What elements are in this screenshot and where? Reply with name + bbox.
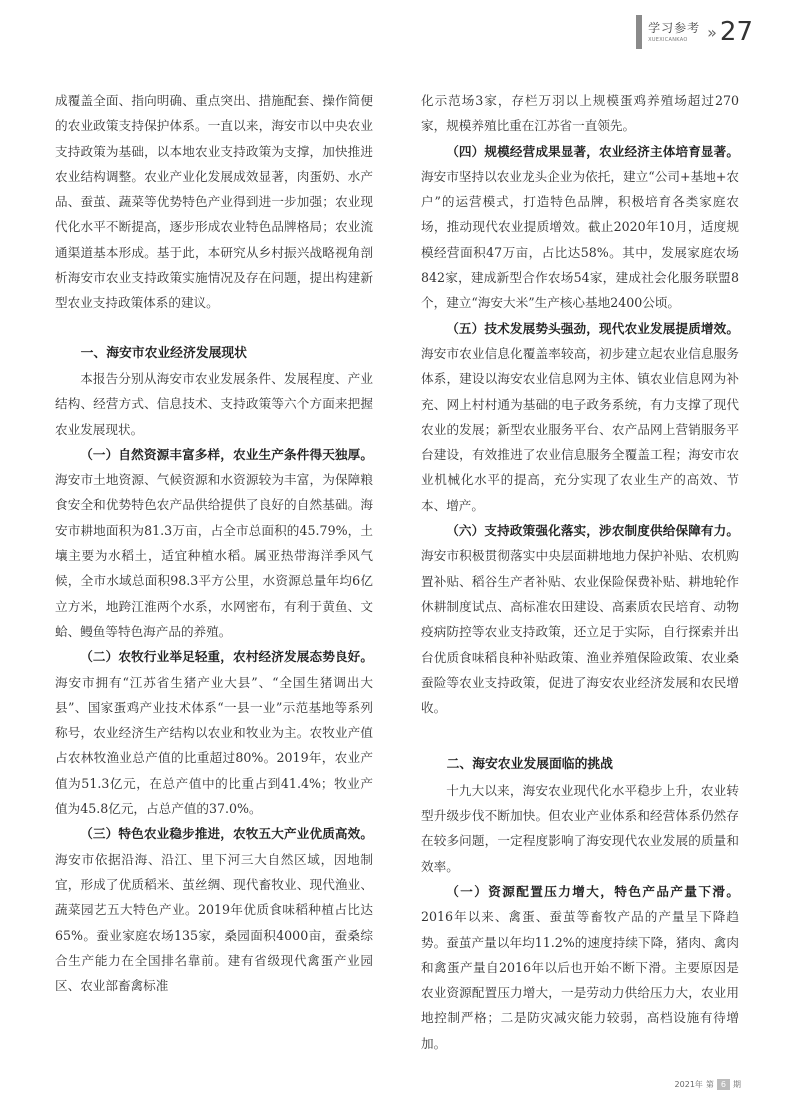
item-body: 2016年以来、禽蛋、蚕茧等畜牧产品的产量呈下降趋势。蚕茧产量以年均11.2%的速度持续下降，猪肉、禽肉和禽蛋产量自2016年以后也开始不断下滑。主要原因是农业资源配置压力增大，一是劳动力供给压力大，农业用地控制严格；二是防灾减灾能力较弱，高档设施有待增加。 <box>421 909 739 1051</box>
item-paragraph <box>55 442 373 644</box>
issue-number: 6 <box>717 1079 730 1090</box>
page-header <box>636 14 753 50</box>
item-lead: （三）特色农业稳步推进，农牧五大产业优质高效。 <box>80 826 373 842</box>
footer-year: 2021年 <box>674 1080 703 1089</box>
chevron-right-icon: » <box>707 22 717 42</box>
item-paragraph <box>421 879 739 1056</box>
section-subtitle: XUEXICANKAO <box>648 36 688 43</box>
footer-di: 第 <box>705 1080 714 1089</box>
item-lead: （四）规模经营成果显著，农业经济主体培育显著。 <box>446 143 739 159</box>
right-column <box>421 88 739 1056</box>
section-intro: 本报告分别从海安市农业发展条件、发展程度、产业结构、经营方式、信息技术、支持政策等六个方面来把握农业发展现状。 <box>55 370 373 437</box>
continued-paragraph: 化示范场3家，存栏万羽以上规模蛋鸡养殖场超过270家，规模养殖比重在江苏省一直领先。 <box>421 93 739 134</box>
item-body: 海安市农业信息化覆盖率较高，初步建立起农业信息服务体系，建设以海安农业信息网为主体、镇农业信息网为补充、网上村村通为基础的电子政务系统，有力支撑了现代农业的发展；新型农业服务平台、农产品网上营销服务平台建设，有效推进了农业信息服务全覆盖工程；海安市农业机械化水平的提高，充分实现了农业生产的高效、节本、增产。 <box>421 345 739 513</box>
footer-qi: 期 <box>733 1080 741 1089</box>
item-body: 海安市积极贯彻落实中央层面耕地地力保护补贴、农机购置补贴、稻谷生产者补贴、农业保险保费补贴、耕地轮作休耕制度试点、高标准农田建设、高素质农民培育、动物疫病防控等农业支持政策，还立足于实际，自行探索并出台优质食味稻良种补贴政策、渔业养殖保险政策、农业桑蚕险等农业支持政策，促进了海安农业经济发展和农民增收。 <box>421 548 739 716</box>
item-paragraph <box>55 644 373 821</box>
section-intro: 十九大以来，海安农业现代化水平稳步上升，农业转型升级步伐不断加快。但农业产业体系和经营体系仍然存在较多问题，一定程度影响了海安现代农业发展的质量和效率。 <box>421 782 739 874</box>
item-paragraph <box>421 139 739 316</box>
item-body: 海安市依据沿海、沿江、里下河三大自然区域，因地制宜，形成了优质稻米、茧丝绸、现代畜牧业、现代渔业、蔬菜园艺五大特色产业。2019年优质食味稻种植占比达65%。蚕业家庭农场135家，桑园面积4000亩，蚕桑综合生产能力在全国排名靠前。建有省级现代禽蛋产业园区、农业部畜禽标准 <box>55 851 373 994</box>
item-paragraph <box>421 518 739 720</box>
section-title: 学习参考 <box>648 20 701 35</box>
item-paragraph <box>55 821 373 998</box>
header-bar <box>636 15 642 49</box>
item-lead: （一）自然资源丰富多样，农业生产条件得天独厚。 <box>80 446 373 462</box>
item-lead: （五）技术发展势头强劲，现代农业发展提质增效。 <box>446 320 739 336</box>
item-paragraph <box>421 316 739 518</box>
section-heading: 二、海安农业发展面临的挑战 <box>446 757 613 773</box>
page-footer <box>675 1079 741 1090</box>
section-heading: 一、海安市农业经济发展现状 <box>80 345 247 361</box>
intro-paragraph: 成覆盖全面、指向明确、重点突出、措施配套、操作简便的农业政策支持保护体系。一直以来，海安市以中央农业支持政策为基础，以本地农业支持政策为支撑，加快推进农业结构调整。农业产业化发展成效显著，肉蛋奶、水产品、蚕茧、蔬菜等优势特色产业得到进一步加强；农业现代化水平不断提高，逐步形成农业特色品牌格局；农业流通渠道基本形成。基于此，本研究从乡村振兴战略视角剖析海安市农业支持政策实施情况及存在问题，提出构建新型农业支持政策体系的建议。 <box>55 93 373 311</box>
item-lead: （一）资源配置压力增大，特色产品产量下滑。 <box>446 883 739 899</box>
item-lead: （二）农牧行业举足轻重，农村经济发展态势良好。 <box>80 649 373 665</box>
item-body: 海安市土地资源、气候资源和水资源较为丰富，为保障粮食安全和优势特色农产品供给提供了良好的自然基础。海安市耕地面积为81.3万亩，占全市总面积的45.79%，土壤主要为水稻土，适宜种植水稻。属亚热带海洋季风气候，全市水域总面积98.3平方公里，水资源总量年均6亿立方米，地跨江淮两个水系，水网密布，有利于黄鱼、文蛤、鳗鱼等特色海产品的养殖。 <box>55 472 373 639</box>
item-body: 海安市坚持以农业龙头企业为依托，建立“公司+基地+农户”的运营模式，打造特色品牌，积极培育各类家庭农场，推动现代农业提质增效。截止2020年10月，适度规模经营面积47万亩，占比达58%。其中，发展家庭农场842家，建成新型合作农场54家，建成社会化服务联盟8个，建立“海安大米”生产核心基地2400公顷。 <box>421 168 739 311</box>
header-text <box>648 21 700 44</box>
page-number: 27 <box>719 17 753 47</box>
item-body: 海安市拥有“江苏省生猪产业大县”、“全国生猪调出大县”、国家蛋鸡产业技术体系“一县一业”示范基地等系列称号，农业经济生产结构以农业和牧业为主。农牧业产值占农林牧渔业总产值的比重超过80%。2019年，农业产值为51.3亿元，在总产值中的比重占到41.4%；牧业产值为45.8亿元，占总产值的37.0%。 <box>55 674 373 817</box>
item-lead: （六）支持政策强化落实，涉农制度供给保障有力。 <box>446 523 739 539</box>
left-column <box>55 88 373 998</box>
